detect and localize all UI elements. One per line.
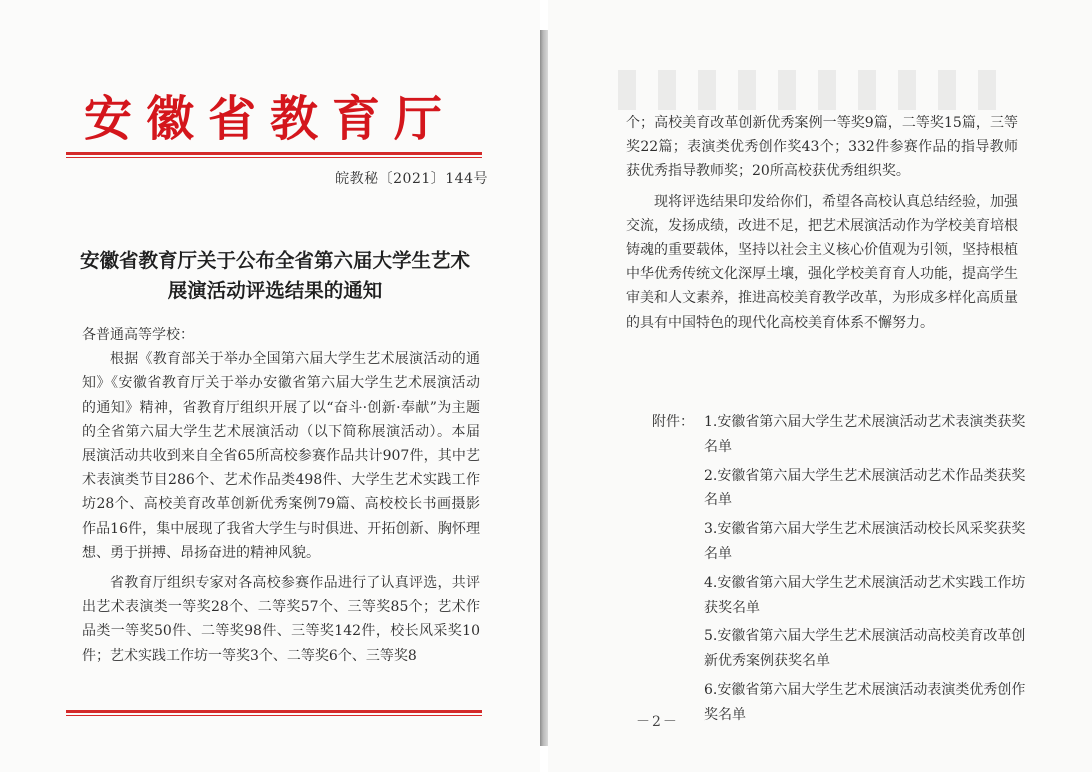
masthead-title: 安徽省教育厅 [83, 91, 456, 147]
masthead-red-rule-thin [66, 157, 482, 158]
attachment-2: 2.安徽省第六届大学生艺术展演活动艺术作品类获奖名单 [704, 467, 1026, 509]
footer-red-rule-thin [66, 715, 482, 716]
document-title-line2: 展演活动评选结果的通知 [167, 279, 383, 302]
document-number: 皖教秘〔2021〕144号 [335, 171, 488, 187]
attachment-item [652, 410, 1030, 460]
left-page [0, 0, 540, 772]
attachment-item [652, 571, 1030, 621]
attachments-label: 附件： [652, 414, 694, 430]
masthead-red-rule-thick [66, 152, 482, 155]
attachment-6: 6.安徽省第六届大学生艺术展演活动表演类优秀创作奖名单 [704, 681, 1026, 723]
page-number: －2－ [636, 714, 679, 730]
attachment-3: 3.安徽省第六届大学生艺术展演活动校长风采奖获奖名单 [704, 521, 1026, 562]
document-title [70, 246, 480, 306]
document-title-line1: 安徽省教育厅关于公布全省第六届大学生艺术 [79, 249, 470, 272]
paragraph-expectations: 现将评选结果印发给你们，希望各高校认真总结经验，加强交流，发扬成绩，改进不足，把艺术展演活动作为学校美育培根铸魂的重要载体，坚持以社会主义核心价值观为引领，坚持根植中华优秀传统文化深厚土壤，强化学校美育育人功能，提高学生审美和人文素养，推进高校美育教学改革，为形成多样化高质量的具有中国特色的现代化高校美育体系不懈努力。 [626, 193, 1018, 331]
bleed-through-shadow [618, 70, 1018, 110]
right-body-text [626, 111, 1018, 335]
left-body-text [82, 323, 480, 668]
attachment-item [652, 624, 1030, 674]
paragraph-results-continued: 个；高校美育改革创新优秀案例一等奖9篇，二等奖15篇，三等奖22篇；表演类优秀创作奖43个；332件参赛作品的指导教师获优秀指导教师奖；20所高校获优秀组织奖。 [626, 115, 1018, 180]
salutation: 各普通高等学校： [82, 327, 194, 343]
attachment-item [652, 464, 1030, 514]
attachment-item [652, 517, 1030, 567]
attachment-5: 5.安徽省第六届大学生艺术展演活动高校美育改革创新优秀案例获奖名单 [704, 628, 1026, 670]
attachment-4: 4.安徽省第六届大学生艺术展演活动艺术实践工作坊获奖名单 [704, 574, 1026, 616]
footer-red-rule-thick [66, 710, 482, 713]
book-spine-divider [540, 30, 548, 746]
paragraph-background: 根据《教育部关于举办全国第六届大学生艺术展演活动的通知》《安徽省教育厅关于举办安徽省第六届大学生艺术展演活动的通知》精神，省教育厅组织开展了以“奋斗·创新·奉献”为主题的全省第六届大学生艺术展演活动（以下简称展演活动）。本届展演活动共收到来自全省65所高校参赛作品共计907件，其中艺术表演类节目286个、艺术作品类498件、大学生艺术实践工作坊28个、高校美育改革创新优秀案例79篇、高校校长书画摄影作品16件，集中展现了我省大学生与时俱进、开拓创新、胸怀理想、勇于拼搏、昂扬奋进的精神风貌。 [82, 351, 480, 561]
attachment-1: 1.安徽省第六届大学生艺术展演活动艺术表演类获奖名单 [704, 414, 1026, 455]
paragraph-results: 省教育厅组织专家对各高校参赛作品进行了认真评选，共评出艺术表演类一等奖28个、二等奖57个、三等奖85个；艺术作品类一等奖50件、二等奖98件、三等奖142件，校长风采奖10件；艺术实践工作坊一等奖3个、二等奖6个、三等奖8 [82, 575, 480, 664]
right-page [548, 0, 1092, 772]
attachment-item [652, 678, 1030, 728]
attachments-list [652, 410, 1030, 732]
